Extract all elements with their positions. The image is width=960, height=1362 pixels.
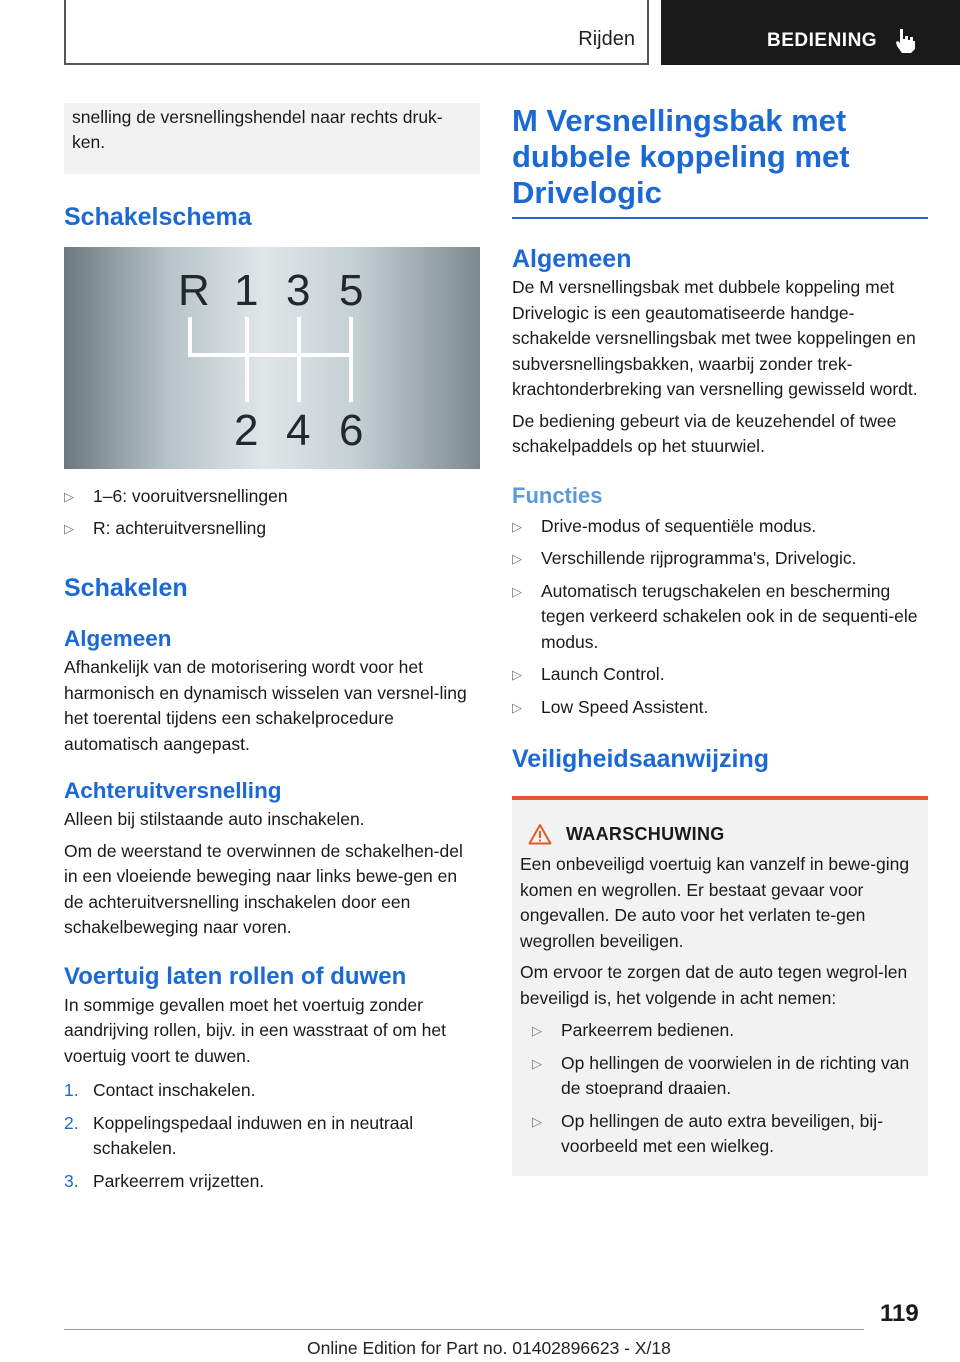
- shift-pattern-diagram: [64, 247, 480, 469]
- footer-edition: Online Edition for Part no. 01402896623 - X/18: [307, 1338, 671, 1358]
- paragraph-algemeen-left: Afhankelijk van de motorisering wordt voor het harmonisch en dynamisch wisselen van versnel-ling het toerental tijdens een schakelprocedure automatisch aangepast.: [64, 657, 467, 754]
- chapter-label: BEDIENING: [767, 30, 878, 51]
- gear-label-4: 4: [286, 406, 311, 455]
- list-item: ▷ Drive-modus of sequentiële modus.: [512, 515, 817, 536]
- page-number: 119: [880, 1300, 919, 1327]
- list-item: 2. Koppelingspedaal induwen en in neutraal schakelen.: [64, 1112, 414, 1158]
- functies-list: [512, 514, 928, 721]
- list-item: ▷ 1–6: vooruitversnellingen: [64, 486, 288, 506]
- gear-label-r: R: [178, 266, 210, 315]
- list-item: ▷ R: achteruitversnelling: [64, 517, 267, 538]
- list-item: 1. Contact inschakelen.: [64, 1080, 256, 1100]
- gear-label-5: 5: [339, 266, 364, 315]
- heading-schakelen: Schakelen: [64, 574, 188, 602]
- paragraph-achteruit-1: Alleen bij stilstaande auto inschakelen.: [64, 809, 365, 829]
- paragraph-algemeen-right-1: De M versnellingsbak met dubbele koppeling met Drivelogic is een geautomatiseerde handge-schakelde versnellingsbak met twee koppelingen en subversnellingsbakken, waarbij zonder trek-krachtonderbreking van versnelling gewisseld wordt.: [512, 277, 918, 399]
- heading-algemeen-left: Algemeen: [64, 626, 172, 651]
- page-title: M Versnellingsbak met dubbele koppeling met Drivelogic: [512, 103, 850, 210]
- right-column: [512, 103, 928, 1176]
- warning-paragraph-1: Een onbeveiligd voertuig kan vanzelf in bewe-ging komen en wegrollen. Er bestaat gevaar voor ongevallen. De auto voor het verlaten te-gen wegrollen beveiligen.: [520, 854, 910, 951]
- hand-pointer-icon: [893, 27, 917, 53]
- list-item: ▷ Op hellingen de auto extra beveiligen, bij-voorbeeld met een wielkeg.: [532, 1110, 884, 1156]
- page-header: [64, 0, 960, 65]
- list-item: ▷ Parkeerrem bedienen.: [532, 1020, 735, 1040]
- rollen-steps-list: [64, 1078, 480, 1194]
- warning-box: [512, 796, 928, 1176]
- heading-achteruitversnelling: Achteruitversnelling: [64, 778, 282, 803]
- heading-veiligheidsaanwijzing: Veiligheidsaanwijzing: [512, 745, 770, 773]
- warning-triangle-icon: [528, 823, 552, 845]
- paragraph-rollen: In sommige gevallen moet het voertuig zonder aandrijving rollen, bijv. in een wasstraat of om het voertuig voort te duwen.: [64, 994, 446, 1066]
- warning-paragraph-2: Om ervoor te zorgen dat de auto tegen wegrol-len beveiligd is, het volgende in acht nemen:: [520, 962, 908, 1008]
- warning-list: [520, 1018, 920, 1160]
- section-tab: [64, 0, 649, 65]
- footer-divider: [64, 1329, 864, 1330]
- list-item: ▷ Launch Control.: [512, 664, 665, 684]
- warning-title: WAARSCHUWING: [566, 823, 725, 844]
- heading-algemeen-right: Algemeen: [512, 245, 632, 273]
- heading-schakelschema: Schakelschema: [64, 203, 252, 231]
- continued-text: snelling de versnellingshendel naar rechts druk-ken.: [64, 103, 480, 174]
- warning-title-row: [520, 822, 920, 846]
- heading-voertuig-rollen: Voertuig laten rollen of duwen: [64, 962, 407, 990]
- gear-label-3: 3: [286, 266, 311, 315]
- gear-label-2: 2: [234, 406, 259, 455]
- shift-gate-lines: [190, 317, 351, 402]
- paragraph-algemeen-right-2: De bediening gebeurt via de keuzehendel of twee schakelpaddels op het stuurwiel.: [512, 410, 897, 456]
- list-item: 3. Parkeerrem vrijzetten.: [64, 1170, 265, 1191]
- list-item: ▷ Op hellingen de voorwielen in de richting van de stoeprand draaien.: [532, 1052, 910, 1098]
- shift-pattern-image: [64, 247, 480, 469]
- list-item: ▷ Low Speed Assistent.: [512, 696, 709, 717]
- left-column: [64, 103, 480, 1194]
- gear-label-1: 1: [234, 266, 259, 315]
- list-item: ▷ Verschillende rijprogramma's, Drivelogic.: [512, 548, 857, 568]
- section-label: Rijden: [578, 28, 635, 50]
- heading-functies: Functies: [512, 482, 603, 508]
- list-item: ▷ Automatisch terugschakelen en bescherming tegen verkeerd schakelen ook in de sequenti-ele modus.: [512, 580, 918, 652]
- gear-label-6: 6: [339, 406, 364, 455]
- gear-legend-list: [64, 484, 480, 541]
- title-divider: [512, 217, 928, 219]
- chapter-tab: [661, 0, 960, 65]
- paragraph-achteruit-2: Om de weerstand te overwinnen de schakelhen-del in een vloeiende beweging naar links bewe-gen en de achteruitversnelling inschakelen door een schakelbeweging naar voren.: [64, 840, 463, 937]
